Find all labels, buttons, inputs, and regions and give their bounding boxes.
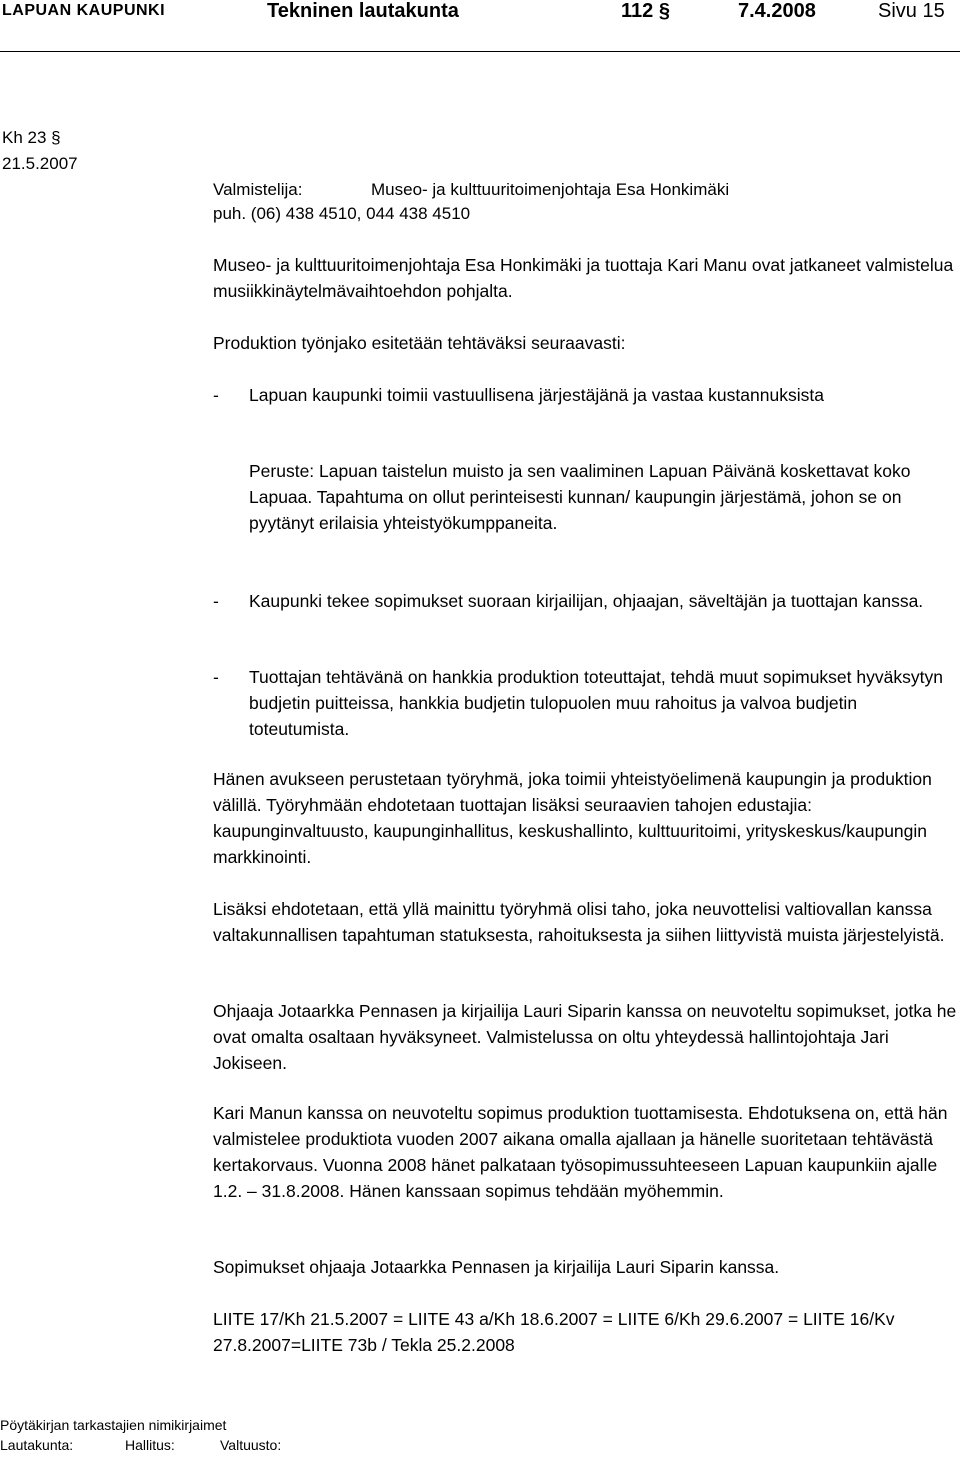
list-item-1: Lapuan kaupunki toimii vastuullisena järjestäjänä ja vastaa kustannuksista xyxy=(249,385,824,405)
footer-title: Pöytäkirjan tarkastajien nimikirjaimet xyxy=(0,1417,227,1433)
list-bullet: - xyxy=(213,385,219,405)
reference-line-1: Kh 23 § xyxy=(2,128,61,147)
preparer-phone: puh. (06) 438 4510, 044 438 4510 xyxy=(213,204,471,223)
paragraph-4: Lisäksi ehdotetaan, että yllä mainittu työryhmä olisi taho, joka neuvottelisi valtiovallan kanssa valtakunnallisen tapahtuman statuksesta, rahoituksesta ja siihen liittyvistä muista järjestelyistä. xyxy=(213,899,945,945)
paragraph-7: Sopimukset ohjaaja Jotaarkka Pennasen ja kirjailija Lauri Siparin kanssa. xyxy=(213,1257,780,1277)
paragraph-5: Ohjaaja Jotaarkka Pennasen ja kirjailija Lauri Siparin kanssa on neuvoteltu sopimukset, jotka he ovat omalta osaltaan hyväksyneet. Valmistelussa on oltu yhteydessä hallintojohtaja Jari Jokiseen. xyxy=(213,1001,957,1073)
list-bullet: - xyxy=(213,591,219,611)
paragraph-3: Hänen avukseen perustetaan työryhmä, joka toimii yhteistyöelimenä kaupungin ja produktion välillä. Työryhmään ehdotetaan tuottajan lisäksi seuraavien tahojen edustajia: kaupunginvaltuusto, kaupunginhallitus, keskushallinto, kulttuuritoimi, yrityskeskus/kaupungin markkinointi. xyxy=(213,769,932,867)
footer-govt-label: Hallitus: xyxy=(125,1437,175,1453)
paragraph-1: Museo- ja kulttuuritoimenjohtaja Esa Honkimäki ja tuottaja Kari Manu ovat jatkaneet valmistelua musiikkinäytelmävaihtoehdon pohjalta. xyxy=(213,255,954,301)
organization-name: LAPUAN KAUPUNKI xyxy=(2,2,166,19)
footer-council-label: Valtuusto: xyxy=(220,1437,282,1453)
paragraph-number: 112 § xyxy=(621,0,670,22)
list-item-1-note: Peruste: Lapuan taistelun muisto ja sen vaaliminen Lapuan Päivänä koskettavat koko Lapuaa. Tapahtuma on ollut perinteisesti kunnan/ kaupungin järjestämä, johon se on pyytänyt erilaisia yhteistyökumppaneita. xyxy=(249,461,911,533)
header-divider xyxy=(0,51,960,52)
preparer-name: Museo- ja kulttuuritoimenjohtaja Esa Honkimäki xyxy=(371,180,730,199)
meeting-date: 7.4.2008 xyxy=(738,0,816,22)
reference-line-2: 21.5.2007 xyxy=(2,154,78,173)
paragraph-6: Kari Manun kanssa on neuvoteltu sopimus produktion tuottamisesta. Ehdotuksena on, että hän valmistelee produktiota vuoden 2007 aikana omalla ajallaan ja hänelle suoritetaan tehtävästä kertakorvaus. Vuonna 2008 hänet palkataan työsopimussuhteeseen Lapuan kaupunkiin ajalle 1.2. – 31.8.2008. Hänen kanssaan sopimus tehdään myöhemmin. xyxy=(213,1103,948,1201)
page-header xyxy=(0,0,960,28)
list-bullet: - xyxy=(213,667,219,687)
paragraph-2: Produktion työnjako esitetään tehtäväksi seuraavasti: xyxy=(213,333,626,353)
preparer-label: Valmistelija: xyxy=(213,180,303,199)
board-name: Tekninen lautakunta xyxy=(267,0,459,22)
footer-board-label: Lautakunta: xyxy=(0,1437,74,1453)
list-item-2: Kaupunki tekee sopimukset suoraan kirjailijan, ohjaajan, säveltäjän ja tuottajan kanssa. xyxy=(249,591,924,611)
attachment-references: LIITE 17/Kh 21.5.2007 = LIITE 43 a/Kh 18.6.2007 = LIITE 6/Kh 29.6.2007 = LIITE 16/Kv 27.8.2007=LIITE 73b / Tekla 25.2.2008 xyxy=(213,1309,895,1355)
page-number: Sivu 15 xyxy=(878,0,945,22)
list-item-3: Tuottajan tehtävänä on hankkia produktion toteuttajat, tehdä muut sopimukset hyväksytyn budjetin puitteissa, hankkia budjetin tulopuolen muu rahoitus ja valvoa budjetin toteutumista. xyxy=(249,667,943,739)
